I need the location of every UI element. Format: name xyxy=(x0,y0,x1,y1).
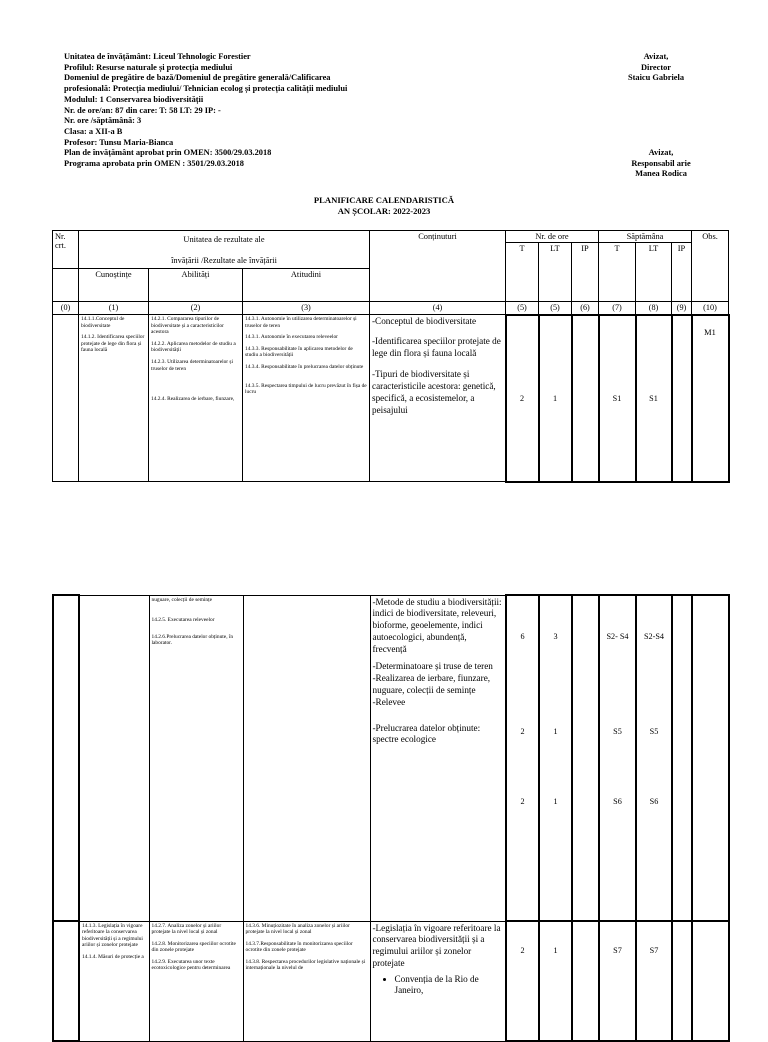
row1-abilitati: 14.2.1. Compararea tipurilor de biodiversitate și a caracteristicilor acestora 14.2.2. Aplicarea metodelor de studiu a biodiversității 14.2.3. Utilizarea determinatoarelor și truselor de teren 14.2.4. Realizarea de ierbare, fiunzare, xyxy=(149,315,243,482)
index-row: (0) (1) (2) (3) (4) (5) (5) (6) (7) (8) (9) (10) xyxy=(53,302,729,315)
col-continuturi: Conținuturi xyxy=(370,231,506,302)
row1-cunostinte: 14.1.1.Conceptul de biodiversitate 14.1.2. Identificarea speciilor protejate de lege din flora și fauna locală xyxy=(79,315,149,482)
col-sapt-lt: LT xyxy=(636,243,672,302)
row1-ip xyxy=(572,315,599,482)
row3-cunostinte: 14.1.3. Legislația în vigoare referitoare la conservarea biodiversității și a regimului ariilor și zonelor protejate 14.1.4. Măsuri de protecție a xyxy=(79,921,149,1041)
table-row xyxy=(53,315,729,482)
col-t: T xyxy=(506,243,539,302)
row2-s-lt: S2-S4 S5 S6 xyxy=(636,595,672,921)
row3-atitudini: 14.3.6. Minuțiozitate în analiza zonelor și ariilor protejate la nivel local și zonal 14.3.7.Responsabilitate în monitorizarea speciilor ocrotite din zonele protejate 14.3.8. Respectarea procedurilor legislative naționale și internaționale la nivelul de xyxy=(243,921,370,1041)
row2-abilitati: nuguare, colecții de semințe 14.2.5. Executarea releveelor 14.2.6.Prelucrarea datelor obținute, în laborator. xyxy=(149,595,243,921)
col-saptamana: Săptămâna xyxy=(599,231,692,243)
col-ip: IP xyxy=(572,243,599,302)
row3-continuturi: -Legislația în vigoare referitoare la conservarea biodiversității și a regimului ariilor și zonelor protejate • Convenția de la Rio de Janeiro, xyxy=(370,921,506,1041)
planning-table xyxy=(52,230,730,483)
header-profil: Profilul: Resurse naturale și protecția mediului xyxy=(64,62,233,72)
header-profesor: Profesor: Tunsu Maria-Bianca xyxy=(64,137,174,147)
col-sapt-t: T xyxy=(599,243,636,302)
row2-continuturi: -Metode de studiu a biodiversității: indici de biodiversitate, releveuri, bioforme, geoelemente, indici autoecologici, abundență, frecvență -Determinatoare și truse de teren -Realizarea de ierbare, fiunzare, nuguare, colecții de semințe -Relevee -Prelucrarea datelor obținute: spectre ecologice xyxy=(370,595,506,921)
col-obs: Obs. xyxy=(692,231,729,302)
row1-obs: M1 xyxy=(692,315,729,482)
row3-s-t: S7 xyxy=(599,921,636,1041)
row3-s-lt: S7 xyxy=(636,921,672,1041)
row1-s-lt: S1 xyxy=(636,315,672,482)
header-modul: Modulul: 1 Conservarea biodiversității xyxy=(64,94,204,104)
header-clasa: Clasa: a XII-a B xyxy=(64,126,123,136)
col-nr-crt: Nr. crt. xyxy=(53,231,79,269)
row1-s-t: S1 xyxy=(599,315,636,482)
row1-s-ip xyxy=(672,315,692,482)
row3-abilitati: 14.2.7. Analiza zonelor și ariilor protejate la nivel local și zonal 14.2.8. Monitorizarea speciilor ocrotite din zonele protejate 14.2.9. Executarea unor texte ecotoxicologice pentru determinarea xyxy=(149,921,243,1041)
row1-continuturi: -Conceptul de biodiversitate -Identificarea speciilor protejate de lege din flora și fauna locală -Tipuri de biodiversitate și caracteristicile acestora: genetică, specifică, a ecosistemelor, a peisajului xyxy=(370,315,506,482)
row1-lt: 1 xyxy=(539,315,572,482)
col-lt: LT xyxy=(539,243,572,302)
header-unitate: Unitatea de învățământ: Liceul Tehnologic Forestier xyxy=(64,52,251,61)
col-nr-ore: Nr. de ore xyxy=(506,231,599,243)
row1-atitudini: 14.3.1. Autonomie în utilizarea determinatoarelor și truselor de teren 14.3.1. Autonomie în executarea releveelor 14.3.3. Responsabilitate în aplicarea metodelor de studiu a biodiversității 14.3.4. Responsabilitate în prelucrarea datelor obținute 14.3.5. Respectarea timpului de lucru prevăzut în fișa de lucru xyxy=(243,315,370,482)
aviz-director: Avizat, Director Staicu Gabriela xyxy=(627,52,685,83)
page-title: PLANIFICARE CALENDARISTICĂ AN ȘCOLAR: 2022-2023 xyxy=(313,195,455,216)
row2-t: 6 2 2 xyxy=(506,595,539,921)
row3-lt: 1 xyxy=(539,921,572,1041)
header-ore-an: Nr. de ore/an: 87 din care: T: 58 LT: 29 IP: - xyxy=(64,105,221,115)
table-row xyxy=(53,921,729,1041)
aviz-responsabil-arie: Avizat, Responsabil arie Manea Rodica xyxy=(631,148,691,179)
header-domeniu: Domeniul de pregătire de bază/Domeniul de pregătire generală/Calificarea xyxy=(64,73,331,83)
planning-table-continued xyxy=(52,594,730,1042)
row3-t: 2 xyxy=(506,921,539,1041)
col-atitudini: Atitudini xyxy=(243,269,370,302)
row1-t: 2 xyxy=(506,315,539,482)
header-plan: Plan de învățământ aprobat prin OMEN: 3500/29.03.2018 xyxy=(64,148,272,158)
header-calificare: profesională: Protecția mediului/ Tehnician ecolog și protecția calității mediului xyxy=(64,84,348,94)
col-sapt-ip: IP xyxy=(672,243,692,302)
row2-s-t: S2- S4 S5 S6 xyxy=(599,595,636,921)
row3-bullet-list: • Convenția de la Rio de Janeiro, xyxy=(373,974,504,998)
header-programa: Programa aprobata prin OMEN : 3501/29.03.2018 xyxy=(64,159,244,169)
row2-lt: 3 1 1 xyxy=(539,595,572,921)
table-row xyxy=(53,595,729,921)
col-abilitati: Abilități xyxy=(149,269,243,302)
col-unitatea: Unitatea de rezultate ale învățării /Rezultate ale învățării xyxy=(79,231,370,269)
col-cunostinte: Cunoștințe xyxy=(79,269,149,302)
header-ore-saptamana: Nr. ore /săptămână: 3 xyxy=(64,116,142,126)
